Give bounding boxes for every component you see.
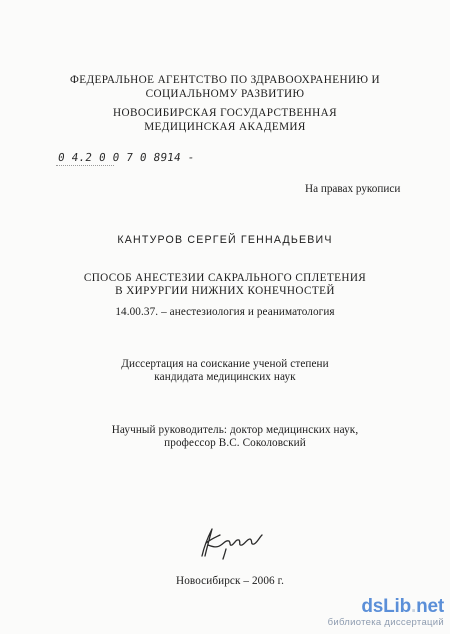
academy-line-1: НОВОСИБИРСКАЯ ГОСУДАРСТВЕННАЯ [113, 107, 337, 119]
rights-notice: На правах рукописи [305, 183, 401, 195]
agency-line-1: ФЕДЕРАЛЬНОЕ АГЕНТСТВО ПО ЗДРАВООХРАНЕНИЮ И [69, 74, 381, 86]
archive-stamp-underline [56, 165, 114, 167]
title-line-1: СПОСОБ АНЕСТЕЗИИ САКРАЛЬНОГО СПЛЕТЕНИЯ [83, 272, 367, 284]
archive-stamp-number: 0 4.2 0 0 7 0 8914 - [57, 151, 196, 164]
supervisor-line-1: Научный руководитель: доктор медицинских наук, [111, 424, 359, 436]
agency-line-2: СОЦИАЛЬНОМУ РАЗВИТИЮ [145, 88, 305, 100]
dslib-watermark [308, 596, 444, 630]
author-name: КАНТУРОВ СЕРГЕЙ ГЕННАДЬЕВИЧ [117, 234, 333, 246]
dissertation-line-2: кандидата медицинских наук [154, 371, 296, 383]
watermark-dot: . [411, 596, 417, 617]
dissertation-line-1: Диссертация на соискание ученой степени [121, 358, 329, 370]
specialty-code: 14.00.37. – анестезиология и реаниматология [115, 306, 335, 318]
watermark-site-part-1: dsLib [361, 596, 411, 617]
watermark-logo [361, 596, 444, 618]
place-and-year: Новосибирск – 2006 г. [176, 575, 284, 587]
watermark-site-part-2: net [416, 596, 444, 617]
watermark-caption: библиотека диссертаций [327, 617, 444, 628]
supervisor-line-2: профессор В.С. Соколовский [164, 437, 306, 449]
title-line-2: В ХИРУРГИИ НИЖНИХ КОНЕЧНОСТЕЙ [115, 285, 335, 297]
academy-line-2: МЕДИЦИНСКАЯ АКАДЕМИЯ [144, 121, 306, 133]
handwritten-signature [196, 523, 268, 561]
